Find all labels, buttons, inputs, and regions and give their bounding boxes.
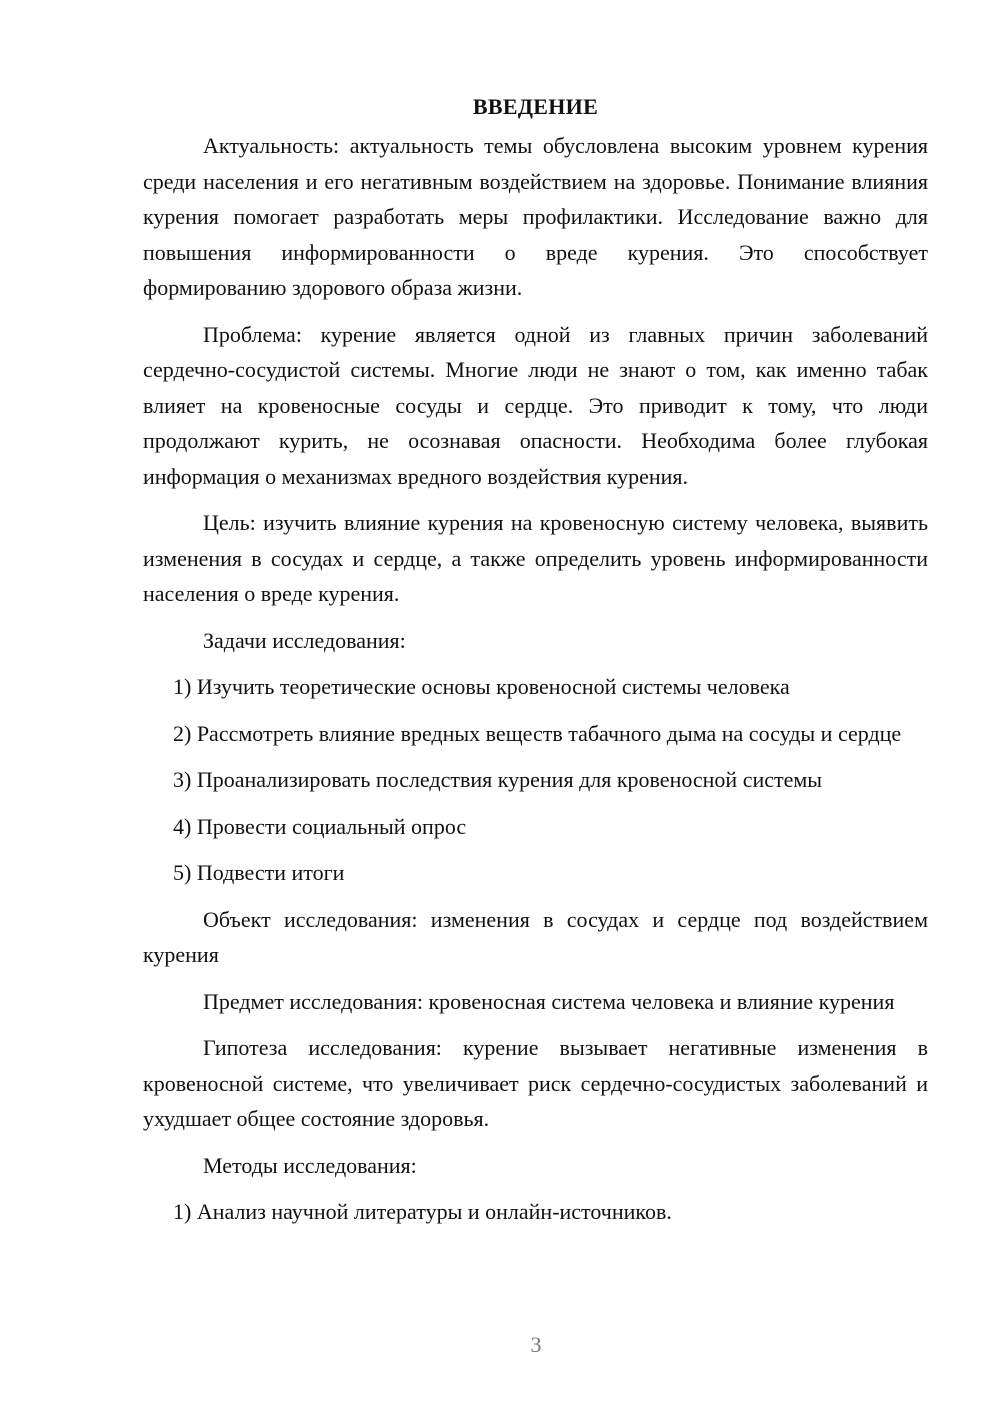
task-item: 2) Рассмотреть влияние вредных веществ табачного дыма на сосуды и сердце xyxy=(173,720,902,746)
relevance-paragraph: Актуальность: актуальность темы обусловлена высоким уровнем курения среди населения и его негативным воздействием на здоровье. Понимание влияния курения помогает разработать меры профилактики. Исследование важно для повышения информированности о вреде курения. Это способствует формированию здорового образа жизни. xyxy=(143,133,928,300)
goal-paragraph: Цель: изучить влияние курения на кровеносную систему человека, выявить изменения в сосудах и сердце, а также определить уровень информированности населения о вреде курения. xyxy=(143,510,928,606)
task-item: 3) Проанализировать последствия курения для кровеносной системы xyxy=(173,767,823,792)
methods-label: Методы исследования: xyxy=(203,1152,417,1178)
subject-paragraph: Предмет исследования: кровеносная система человека и влияние курения xyxy=(203,988,895,1014)
page-number: 3 xyxy=(530,1332,542,1357)
method-item: 1) Анализ научной литературы и онлайн-источников. xyxy=(173,1199,672,1224)
tasks-label: Задачи исследования: xyxy=(203,627,406,653)
page-title: ВВЕДЕНИЕ xyxy=(472,94,599,119)
object-paragraph: Объект исследования: изменения в сосудах и сердце под воздействием курения xyxy=(143,906,928,967)
problem-paragraph: Проблема: курение является одной из главных причин заболеваний сердечно-сосудистой системы. Многие люди не знают о том, как именно табак влияет на кровеносные сосуды и сердце. Это приводит к тому, что люди продолжают курить, не осознавая опасности. Необходима более глубокая информация о механизмах вредного воздействия курения. xyxy=(143,321,928,489)
document-page xyxy=(143,90,928,1241)
task-item: 5) Подвести итоги xyxy=(173,860,345,885)
task-item: 4) Провести социальный опрос xyxy=(173,813,467,839)
hypothesis-paragraph: Гипотеза исследования: курение вызывает негативные изменения в кровеносной системе, что увеличивает риск сердечно-сосудистых заболеваний и ухудшает общее состояние здоровья. xyxy=(143,1035,928,1131)
task-item: 1) Изучить теоретические основы кровеносной системы человека xyxy=(173,674,790,699)
